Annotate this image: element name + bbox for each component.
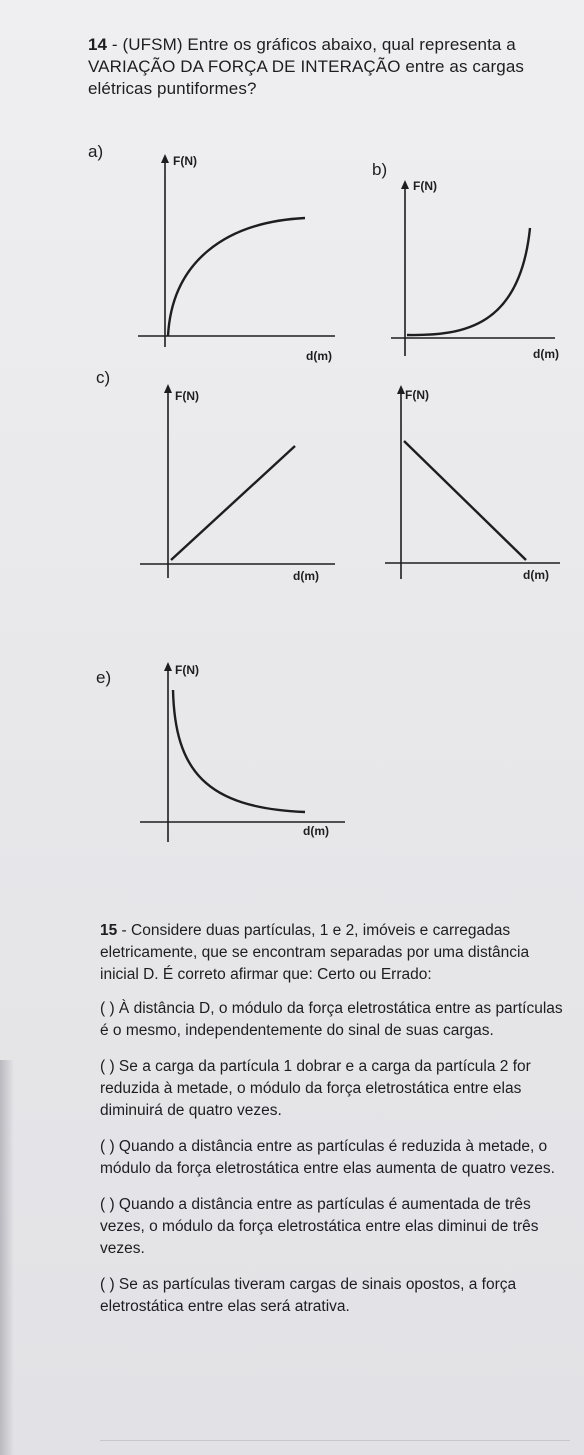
graph-c-line: [171, 446, 295, 560]
graph-a-curve: [168, 218, 305, 336]
graph-e: [135, 660, 355, 855]
graph-b-xlabel: d(m): [533, 347, 559, 361]
graph-d-ylabel: F(N): [405, 388, 429, 402]
graph-a-ylabel: F(N): [173, 154, 197, 168]
graph-b-ylabel: F(N): [413, 179, 437, 193]
graph-b-y-arrow: [401, 180, 409, 189]
graph-c-y-arrow: [164, 384, 172, 393]
statement-5: ( ) Se as partículas tiveram cargas de sinais opostos, a força eletrostática entre elas será atrativa.: [100, 1276, 517, 1315]
option-a-letter: a): [88, 142, 104, 161]
option-b-letter: b): [372, 160, 388, 179]
graph-c-ylabel: F(N): [175, 389, 199, 403]
question-14-number: 14: [88, 35, 108, 54]
option-e-letter: e): [96, 668, 112, 687]
question-14-text: - (UFSM) Entre os gráficos abaixo, qual representa a VARIAÇÃO DA FORÇA DE INTERAÇÃO entre as cargas elétricas puntiformes?: [88, 35, 525, 98]
graph-c-xlabel: d(m): [293, 569, 319, 583]
graph-e-ylabel: F(N): [175, 663, 199, 677]
graph-a: [130, 152, 350, 367]
graph-c: [135, 382, 350, 592]
graph-e-xlabel: d(m): [303, 824, 329, 838]
graph-d: [380, 383, 570, 593]
question-15-intro: [100, 920, 570, 986]
statement-3: ( ) Quando a distância entre as partículas é reduzida à metade, o módulo da força eletrostática entre elas aumenta de quatro vezes.: [100, 1138, 555, 1177]
statement-4: ( ) Quando a distância entre as partículas é aumentada de três vezes, o módulo da força eletrostática entre elas diminui de três vezes.: [100, 1196, 539, 1257]
statement-1: ( ) À distância D, o módulo da força eletrostática entre as partículas é o mesmo, independentemente do sinal de suas cargas.: [100, 1000, 563, 1039]
graph-e-curve: [173, 690, 305, 812]
question-15: [100, 920, 570, 1332]
graph-b: [385, 178, 565, 368]
question-15-text: - Considere duas partículas, 1 e 2, imóveis e carregadas eletricamente, que se encontram separadas por uma distância inicial D. É correto afirmar que: Certo ou Errado:: [100, 922, 530, 983]
option-c-letter: c): [96, 368, 111, 387]
page-divider: [100, 1440, 570, 1441]
graph-d-xlabel: d(m): [523, 568, 549, 582]
graph-a-xlabel: d(m): [306, 349, 332, 363]
statement-2: ( ) Se a carga da partícula 1 dobrar e a carga da partícula 2 for reduzida à metade, o módulo da força eletrostática entre elas diminuirá de quatro vezes.: [100, 1058, 531, 1119]
graph-d-line: [404, 441, 526, 560]
graph-a-y-arrow: [161, 154, 169, 163]
graph-b-curve: [407, 228, 530, 335]
question-14-header: [88, 34, 576, 100]
question-15-number: 15: [100, 922, 118, 939]
page-shadow: [0, 1060, 14, 1455]
graph-e-y-arrow: [164, 662, 172, 671]
graph-d-y-arrow: [397, 385, 405, 394]
